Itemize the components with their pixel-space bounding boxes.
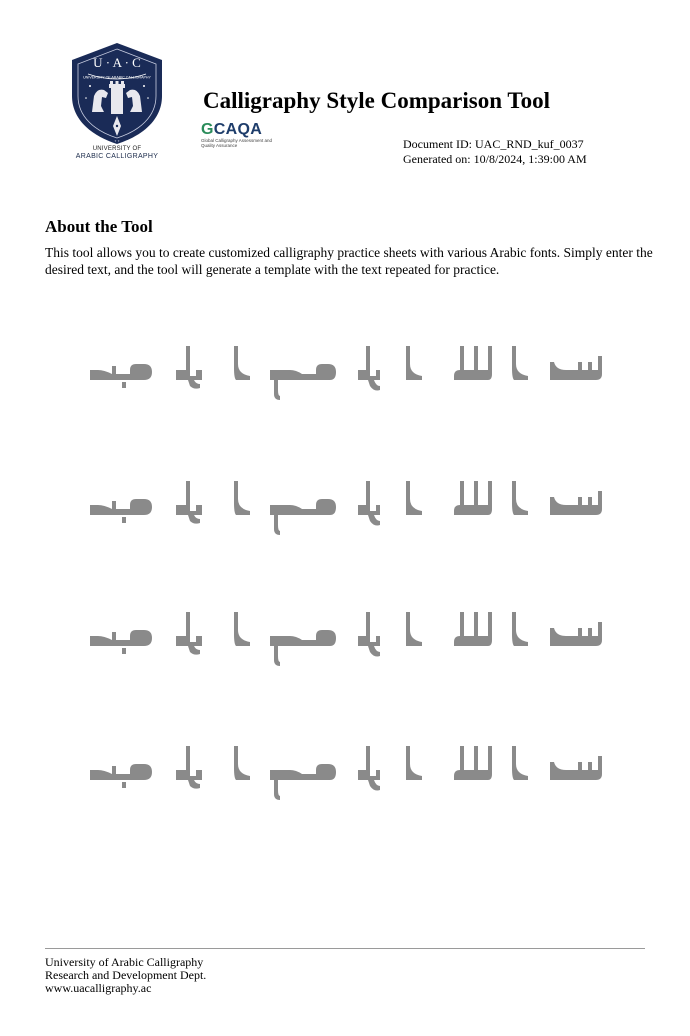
calligraphy-word-glyph <box>400 740 426 810</box>
calligraphy-word-glyph <box>354 475 386 545</box>
footer-university: University of Arabic Calligraphy <box>45 955 204 969</box>
calligraphy-word-glyph <box>86 475 158 545</box>
calligraphy-word-glyph <box>230 340 254 410</box>
partner-logo-subtitle: Global Calligraphy Assessment and Quality Assurance <box>201 138 273 148</box>
generated-on: Generated on: 10/8/2024, 1:39:00 AM <box>403 152 587 166</box>
calligraphy-word-glyph <box>450 740 494 810</box>
calligraphy-word-glyph <box>266 340 338 410</box>
page-title: Calligraphy Style Comparison Tool <box>203 88 550 113</box>
practice-row <box>60 606 640 676</box>
calligraphy-word-glyph <box>354 606 386 676</box>
calligraphy-word-glyph <box>508 740 532 810</box>
calligraphy-word-glyph <box>400 475 426 545</box>
practice-row <box>60 740 640 810</box>
calligraphy-word-glyph <box>266 475 338 545</box>
calligraphy-word-glyph <box>546 475 604 545</box>
calligraphy-word-glyph <box>354 740 386 810</box>
university-logo <box>64 40 170 160</box>
calligraphy-word-glyph <box>172 606 206 676</box>
calligraphy-word-glyph <box>86 740 158 810</box>
calligraphy-word-glyph <box>172 340 206 410</box>
practice-row <box>60 340 640 410</box>
footer-divider <box>45 948 645 949</box>
calligraphy-word-glyph <box>400 606 426 676</box>
logo-initials: U · A · C <box>93 55 141 70</box>
calligraphy-word-glyph <box>266 606 338 676</box>
practice-sheet <box>60 340 640 820</box>
calligraphy-word-glyph <box>172 740 206 810</box>
logo-ring-text: UNIVERSITY OF ARABIC CALLIGRAPHY <box>83 75 151 80</box>
calligraphy-word-glyph <box>450 606 494 676</box>
about-body: This tool allows you to create customized calligraphy practice sheets with various Arabic fonts. Simply enter the desired text, and the tool will generate a template with the text repeated for practice. <box>45 245 653 277</box>
calligraphy-word-glyph <box>354 340 386 410</box>
calligraphy-word-glyph <box>508 606 532 676</box>
partner-logo <box>199 121 289 153</box>
partner-logo-name: GCAQA <box>201 121 263 138</box>
calligraphy-word-glyph <box>172 475 206 545</box>
calligraphy-word-glyph <box>230 740 254 810</box>
calligraphy-word-glyph <box>508 475 532 545</box>
calligraphy-word-glyph <box>86 340 158 410</box>
footer-department: Research and Development Dept. <box>45 968 207 982</box>
about-heading: About the Tool <box>45 217 153 236</box>
calligraphy-word-glyph <box>400 340 426 410</box>
logo-line1: UNIVERSITY OF <box>92 146 142 152</box>
calligraphy-word-glyph <box>230 475 254 545</box>
calligraphy-word-glyph <box>546 606 604 676</box>
footer-website: www.uacalligraphy.ac <box>45 981 152 995</box>
calligraphy-word-glyph <box>86 606 158 676</box>
logo-line2: ARABIC CALLIGRAPHY <box>75 153 159 160</box>
calligraphy-word-glyph <box>546 340 604 410</box>
document-id: Document ID: UAC_RND_kuf_0037 <box>403 137 584 151</box>
calligraphy-word-glyph <box>266 740 338 810</box>
footer <box>45 956 206 995</box>
practice-row <box>60 475 640 545</box>
svg-text:✦ ✦: ✦ ✦ <box>114 139 120 143</box>
calligraphy-word-glyph <box>450 340 494 410</box>
calligraphy-word-glyph <box>508 340 532 410</box>
calligraphy-word-glyph <box>546 740 604 810</box>
shield-crest-icon <box>64 40 170 146</box>
calligraphy-word-glyph <box>230 606 254 676</box>
calligraphy-word-glyph <box>450 475 494 545</box>
